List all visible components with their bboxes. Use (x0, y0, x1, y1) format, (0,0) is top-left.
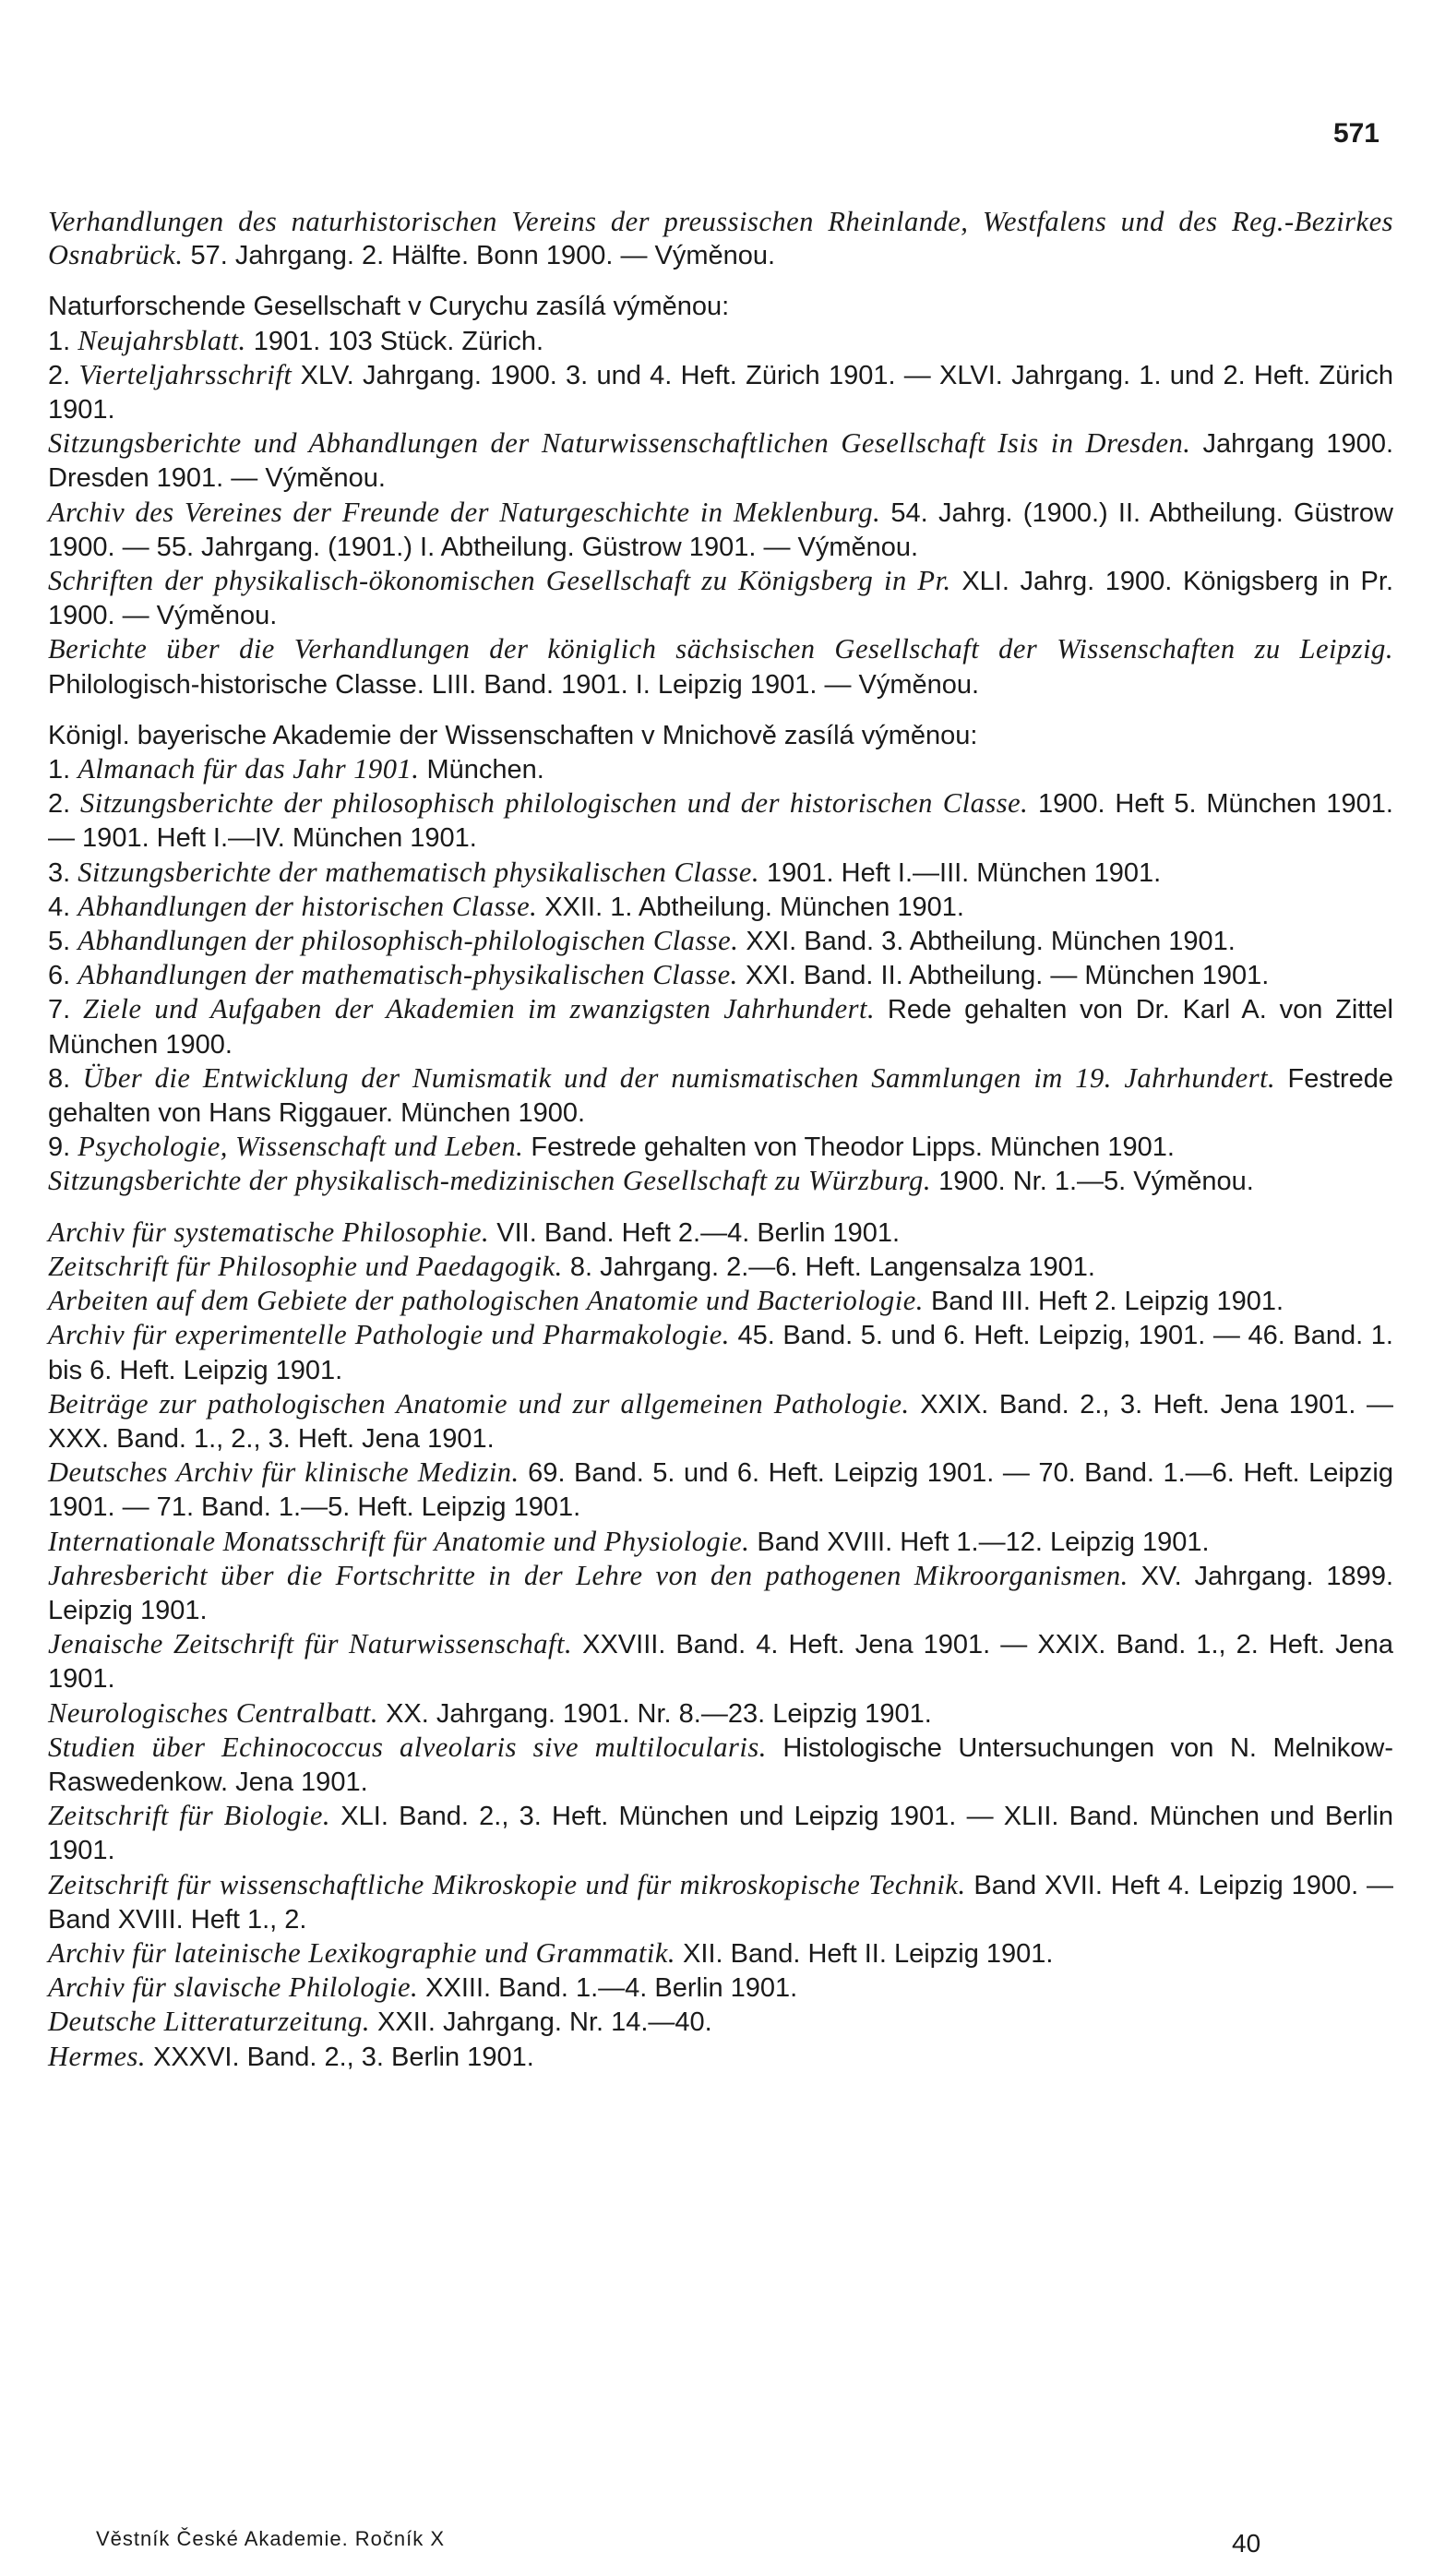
entry-paragraph (48, 1318, 1393, 1386)
entry-details: XXIII. Band. 1.—4. Berlin 1901. (418, 1973, 798, 2004)
entry-title: Archiv für systematische Philosophie. (48, 1216, 490, 1248)
entry-title: Jahresbericht über die Fortschritte in der Lehre von den pathogenen Mikroorganismen. (48, 1559, 1128, 1591)
entry-paragraph (48, 1696, 1393, 1731)
entry-details: 57. Jahrgang. 2. Hälfte. Bonn 1900. — Výměnou. (183, 241, 776, 271)
entry-paragraph (48, 1627, 1393, 1695)
entry-details: 3. (48, 857, 78, 888)
entry-paragraph (48, 992, 1393, 1060)
entry-title: Neujahrsblatt. (78, 324, 246, 356)
entry-paragraph (48, 564, 1393, 632)
entry-paragraph (48, 1525, 1393, 1559)
document-body (48, 205, 1393, 2074)
entry-details: 1900. Nr. 1.—5. Výměnou. (931, 1167, 1254, 1197)
entry-paragraph (48, 426, 1393, 495)
entry-details: Band III. Heft 2. Leipzig 1901. (923, 1287, 1284, 1317)
entry-details: 1. (48, 755, 78, 785)
entry-details: XXXVI. Band. 2., 3. Berlin 1901. (146, 2042, 534, 2072)
entry-title: Abhandlungen der philosophisch-philologischen Classe. (78, 925, 739, 957)
entry-details: 54. Jahrg. (1900.) II. Abtheilung. Güstrow 1900. — 55. Jahrgang. (1901.) I. Abtheilung. Güstrow 1901. — Výměnou. (48, 497, 1393, 562)
entry-paragraph (48, 958, 1393, 992)
entry-details: 7. (48, 995, 83, 1025)
entry-title: Almanach für das Jahr 1901. (78, 753, 420, 785)
entry-details: 5. (48, 927, 78, 957)
entry-details: XXI. Band. II. Abtheilung. — München 1901. (737, 961, 1270, 991)
entry-paragraph (48, 890, 1393, 924)
entry-paragraph (48, 1061, 1393, 1130)
entry-paragraph (48, 358, 1393, 426)
entry-title: Beiträge zur pathologischen Anatomie und zur allgemeinen Pathologie. (48, 1387, 910, 1420)
entry-title: Verhandlungen des naturhistorischen Vereins der preussischen Rheinlande, Westfalens und des Reg.-Bezirkes Osnabrück. (48, 206, 1393, 271)
entry-paragraph (48, 632, 1393, 701)
entry-details: 6. (48, 961, 78, 991)
entry-title: Vierteljahrsschrift (78, 358, 293, 390)
entry-title: Berichte über die Verhandlungen der königlich sächsischen Gesellschaft der Wissenschaften zu Leipzig. (48, 633, 1393, 665)
entry-paragraph (48, 1971, 1393, 2005)
entry-paragraph (48, 1130, 1393, 1164)
entry-details: 45. Band. 5. und 6. Heft. Leipzig, 1901. — 46. Band. 1. bis 6. Heft. Leipzig 1901. (48, 1321, 1393, 1385)
entry-paragraph (48, 1164, 1393, 1198)
entry-details: 2. (48, 360, 79, 390)
entry-details: Histologische Untersuchungen von N. Melnikow-Raswedenkow. Jena 1901. (48, 1732, 1393, 1797)
entry-title: Ziele und Aufgaben der Akademien im zwanzigsten Jahrhundert. (83, 993, 876, 1025)
entry-title: Zeitschrift für wissenschaftliche Mikroskopie und für mikroskopische Technik. (48, 1868, 966, 1900)
entry-details: XLI. Jahrg. 1900. Königsberg in Pr. 1900. — Výměnou. (48, 567, 1393, 631)
entry-title: Über die Entwicklung der Numismatik und der numismatischen Sammlungen im 19. Jahrhundert. (82, 1061, 1276, 1094)
entry-details: XXII. 1. Abtheilung. München 1901. (537, 892, 964, 922)
entry-title: Schriften der physikalisch-ökonomischen Gesellschaft zu Königsberg in Pr. (48, 565, 951, 597)
entry-title: Sitzungsberichte und Abhandlungen der Naturwissenschaftlichen Gesellschaft Isis in Dresden. (48, 427, 1191, 460)
entry-title: Zeitschrift für Philosophie und Paedagogik. (48, 1250, 563, 1282)
entry-title: Archiv für slavische Philologie. (48, 1971, 419, 2004)
entry-paragraph (48, 1250, 1393, 1284)
entry-title: Jenaische Zeitschrift für Naturwissenschaft. (48, 1628, 573, 1660)
entry-details: XX. Jahrgang. 1901. Nr. 8.—23. Leipzig 1901. (378, 1698, 932, 1729)
entry-details: Band XVII. Heft 4. Leipzig 1900. — Band XVIII. Heft 1., 2. (48, 1870, 1393, 1935)
entry-paragraph (48, 1456, 1393, 1524)
entry-paragraph (48, 1731, 1393, 1799)
entry-details: 1900. Heft 5. München 1901. — 1901. Heft I.—IV. München 1901. (48, 789, 1393, 854)
entry-details: Philologisch-historische Classe. LIII. Band. 1901. I. Leipzig 1901. — Výměnou. (48, 669, 980, 700)
entry-paragraph (48, 752, 1393, 786)
entry-title: Hermes. (48, 2040, 146, 2072)
entry-details: Königl. bayerische Akademie der Wissenschaften v Mnichově zasílá výměnou: (48, 720, 978, 750)
entry-title: Archiv für experimentelle Pathologie und Pharmakologie. (48, 1319, 730, 1351)
entry-paragraph (48, 2005, 1393, 2039)
entry-details: 8. Jahrgang. 2.—6. Heft. Langensalza 1901. (562, 1252, 1095, 1282)
entry-paragraph (48, 718, 1393, 752)
entry-details: 4. (48, 892, 78, 922)
entry-details: Rede gehalten von Dr. Karl A. von Zittel München 1900. (48, 995, 1393, 1060)
entry-title: Psychologie, Wissenschaft und Leben. (78, 1131, 524, 1163)
entry-details: 9. (48, 1132, 78, 1163)
entry-paragraph (48, 496, 1393, 564)
entry-title: Abhandlungen der historischen Classe. (78, 890, 538, 922)
entry-details: XII. Band. Heft II. Leipzig 1901. (675, 1938, 1054, 1969)
entry-details: Band XVIII. Heft 1.—12. Leipzig 1901. (749, 1527, 1210, 1557)
entry-details: 1901. Heft I.—III. München 1901. (758, 857, 1162, 888)
entry-title: Zeitschrift für Biologie. (48, 1800, 331, 1832)
entry-paragraph (48, 289, 1393, 323)
entry-details: 8. (48, 1063, 83, 1094)
entry-paragraph (48, 2040, 1393, 2074)
entry-paragraph (48, 1799, 1393, 1867)
entry-paragraph (48, 1559, 1393, 1627)
page-number: 571 (1332, 118, 1379, 149)
entry-details: XLI. Band. 2., 3. Heft. München und Leipzig 1901. — XLII. Band. München und Berlin 1901. (48, 1802, 1393, 1866)
entry-paragraph (48, 205, 1393, 272)
entry-details: 2. (48, 789, 80, 820)
entry-details: Festrede gehalten von Theodor Lipps. München 1901. (523, 1132, 1175, 1163)
entry-title: Studien über Echinococcus alveolaris sive multilocularis. (48, 1731, 767, 1763)
entry-details: 1901. 103 Stück. Zürich. (245, 326, 544, 356)
entry-details: XLV. Jahrgang. 1900. 3. und 4. Heft. Zürich 1901. — XLVI. Jahrgang. 1. und 2. Heft. Zürich 1901. (48, 360, 1393, 425)
entry-paragraph (48, 786, 1393, 855)
entry-title: Deutsches Archiv für klinische Medizin. (48, 1456, 519, 1489)
entry-title: Arbeiten auf dem Gebiete der pathologischen Anatomie und Bacteriologie. (48, 1285, 924, 1317)
entry-title: Archiv für lateinische Lexikographie und Grammatik. (48, 1936, 675, 1969)
entry-title: Sitzungsberichte der mathematisch physikalischen Classe. (78, 856, 759, 888)
entry-title: Abhandlungen der mathematisch-physikalischen Classe. (78, 959, 738, 991)
entry-details: XXVIII. Band. 4. Heft. Jena 1901. — XXIX. Band. 1., 2. Heft. Jena 1901. (48, 1630, 1394, 1695)
footer-signature: 40 (1232, 2529, 1261, 2558)
entry-title: Sitzungsberichte der physikalisch-medizinischen Gesellschaft zu Würzburg. (48, 1165, 932, 1197)
entry-details: XXIX. Band. 2., 3. Heft. Jena 1901. — XXX. Band. 1., 2., 3. Heft. Jena 1901. (48, 1389, 1393, 1454)
entry-paragraph (48, 1284, 1393, 1318)
entry-paragraph (48, 1936, 1393, 1971)
entry-paragraph (48, 1868, 1393, 1936)
entry-details: 1. (48, 326, 78, 356)
entry-paragraph (48, 856, 1393, 890)
entry-title: Sitzungsberichte der philosophisch philologischen und der historischen Classe. (79, 787, 1029, 820)
entry-paragraph (48, 924, 1393, 958)
entry-title: Archiv des Vereines der Freunde der Naturgeschichte in Meklenburg. (48, 496, 881, 528)
entry-details: Festrede gehalten von Hans Riggauer. München 1900. (48, 1063, 1394, 1129)
entry-title: Neurologisches Centralbatt. (48, 1696, 379, 1729)
entry-details: München. (419, 755, 544, 785)
entry-details: XXI. Band. 3. Abtheilung. München 1901. (738, 927, 1236, 957)
entry-paragraph (48, 1387, 1393, 1456)
footer-journal: Věstník České Akademie. Ročník X (96, 2527, 446, 2550)
entry-details: VII. Band. Heft 2.—4. Berlin 1901. (489, 1217, 901, 1248)
entry-details: XV. Jahrgang. 1899. Leipzig 1901. (48, 1561, 1393, 1625)
entry-details: Naturforschende Gesellschaft v Curychu zasílá výměnou: (48, 292, 730, 322)
entry-title: Deutsche Litteraturzeitung. (48, 2006, 370, 2038)
entry-details: Jahrgang 1900. Dresden 1901. — Výměnou. (48, 429, 1394, 494)
entry-title: Internationale Monatsschrift für Anatomie und Physiologie. (48, 1525, 750, 1557)
entry-paragraph (48, 1216, 1393, 1250)
entry-details: XXII. Jahrgang. Nr. 14.—40. (369, 2007, 712, 2038)
entry-paragraph (48, 324, 1393, 358)
entry-details: 69. Band. 5. und 6. Heft. Leipzig 1901. — 70. Band. 1.—6. Heft. Leipzig 1901. — 71. Band. 1.—5. Heft. Leipzig 1901. (48, 1458, 1393, 1523)
